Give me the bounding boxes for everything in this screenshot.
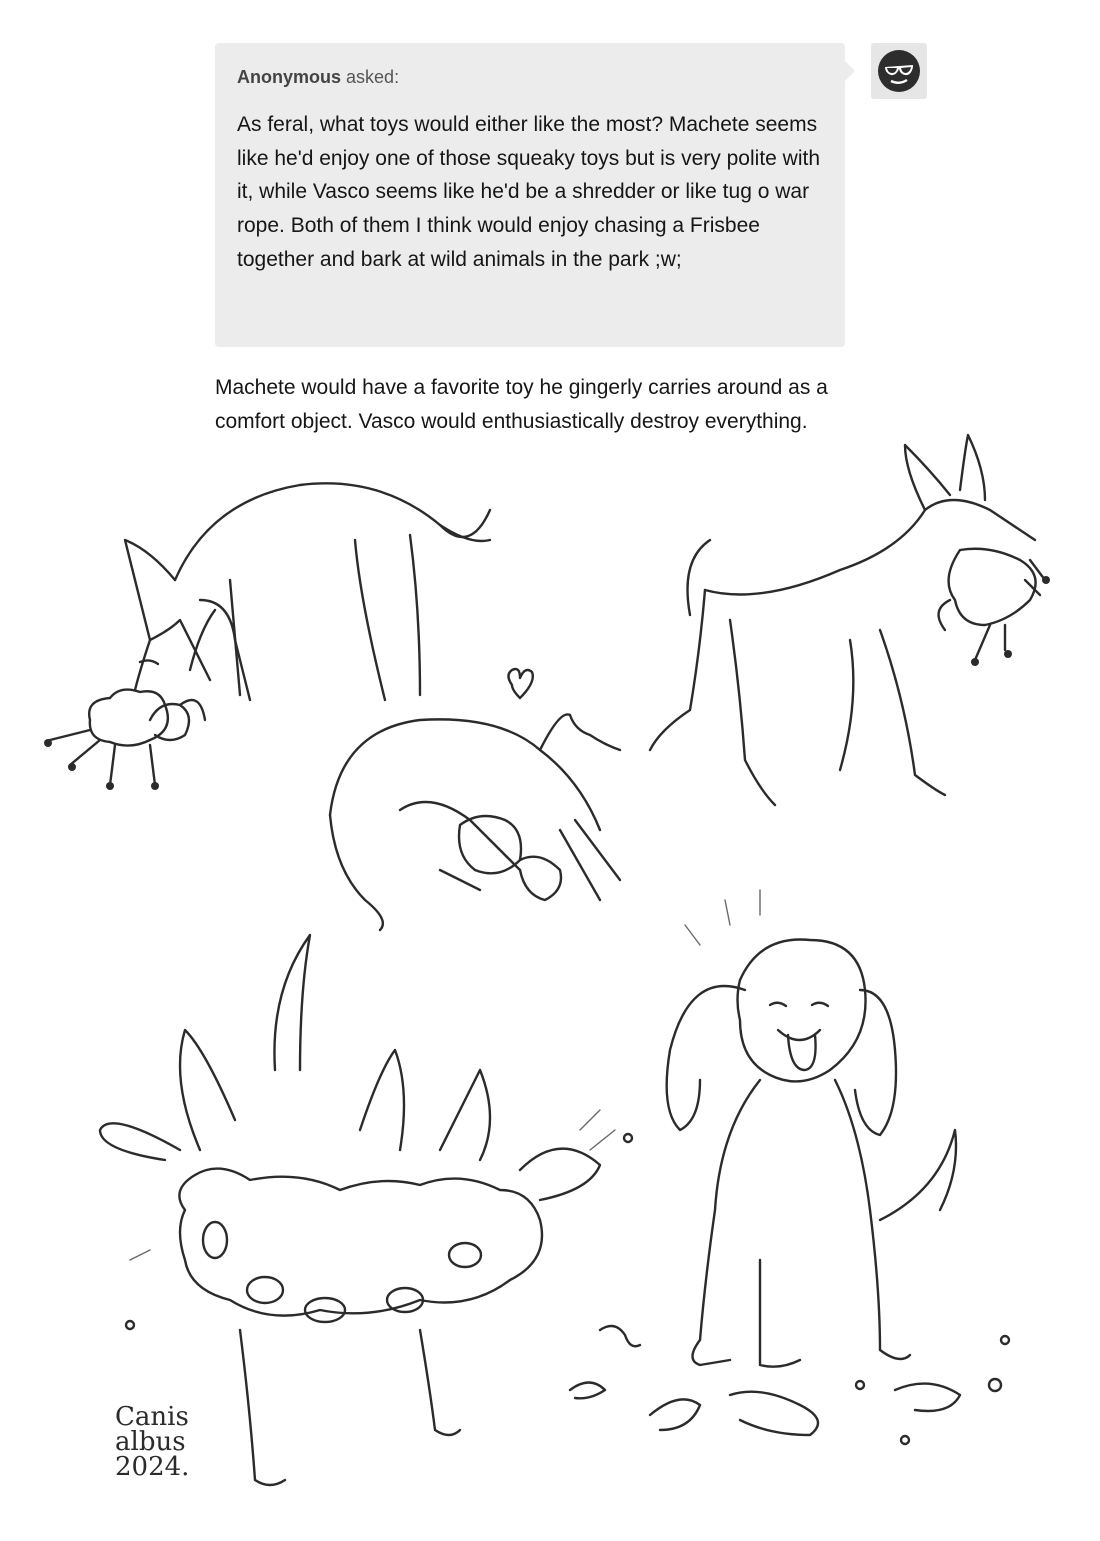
machete-carrying-sheep-sketch [650, 435, 1050, 805]
asker-avatar[interactable] [871, 43, 927, 99]
dog-sketch-artwork [0, 430, 1100, 1536]
answer-text: Machete would have a favorite toy he gingerly carries around as a comfort object. Vasco would enthusiastically destroy everything. [215, 376, 828, 433]
ask-bubble [215, 43, 845, 347]
machete-sniffing-sheep-sketch [44, 483, 490, 790]
svg-text:2024.: 2024. [115, 1452, 190, 1482]
svg-text:Canis: Canis [115, 1402, 189, 1432]
ask-header [237, 67, 823, 88]
question-text: As feral, what toys would either like the most? Machete seems like he'd enjoy one of those squeaky toys but is very polite with it, while Vasco seems like he'd be a shredder or like tug o war rope. Both of them I think would enjoy chasing a Frisbee together and bark at wild animals in the park ;w; [237, 113, 821, 271]
sunglasses-avatar-icon [871, 43, 927, 99]
vasco-happy-with-debris-sketch [570, 890, 1009, 1444]
machete-curled-with-sheep-sketch [330, 669, 620, 930]
asker-name[interactable]: Anonymous [237, 67, 342, 87]
artist-signature [115, 1402, 189, 1482]
svg-text:albus: albus [115, 1427, 186, 1457]
asked-label: asked: [346, 67, 400, 87]
